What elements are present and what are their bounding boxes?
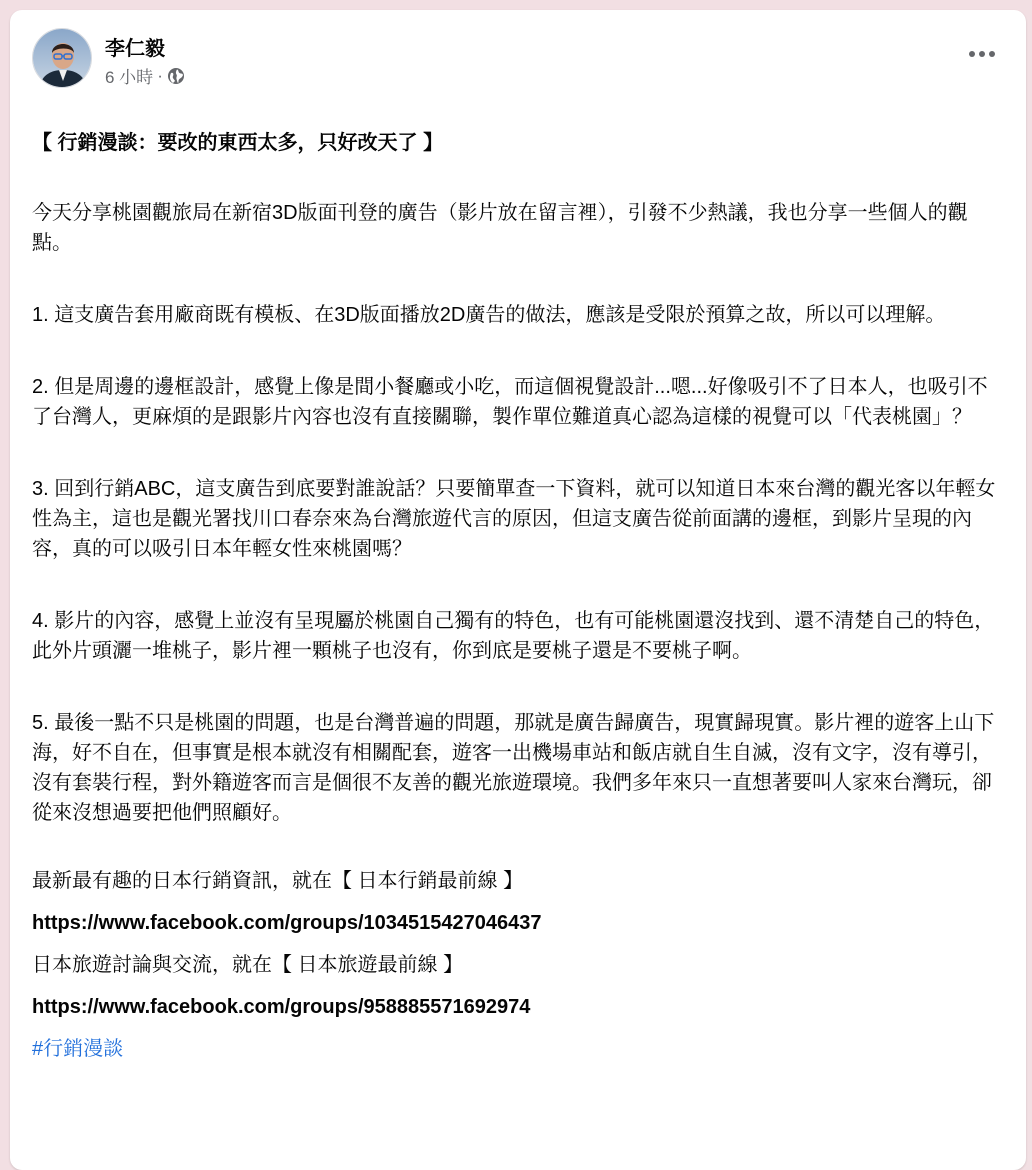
post-card — [10, 10, 1026, 1170]
post-time[interactable]: 6 小時 — [105, 68, 154, 87]
group-link-marketing[interactable]: https://www.facebook.com/groups/1034515427046437 — [32, 912, 542, 934]
more-options-icon[interactable] — [964, 40, 1000, 68]
globe-icon[interactable] — [167, 67, 185, 85]
author-name[interactable]: 李仁毅 — [105, 38, 165, 60]
post-paragraph-2: 2. 但是周邊的邊框設計，感覺上像是間小餐廳或小吃，而這個視覺設計...嗯...好像吸引不了日本人，也吸引不了台灣人，更麻煩的是跟影片內容也沒有直接關聯，製作單位難道真心認為這樣的視覺可以「代表桃園」？ — [32, 376, 988, 428]
post-content — [32, 128, 1002, 1064]
post-paragraph-1: 1. 這支廣告套用廠商既有模板、在3D版面播放2D廣告的做法，應該是受限於預算之故，所以可以理解。 — [32, 304, 946, 326]
post-paragraph-4: 4. 影片的內容，感覺上並沒有呈現屬於桃園自己獨有的特色，也有可能桃園還沒找到、還不清楚自己的特色，此外片頭灑一堆桃子，影片裡一顆桃子也沒有，你到底是要桃子還是不要桃子啊。 — [32, 610, 995, 662]
avatar[interactable] — [32, 28, 92, 88]
post-paragraph-3: 3. 回到行銷ABC，這支廣告到底要對誰說話？只要簡單查一下資料，就可以知道日本來台灣的觀光客以年輕女性為主，這也是觀光署找川口春奈來為台灣旅遊代言的原因，但這支廣告從前面講的邊框，到影片呈現的內容，真的可以吸引日本年輕女性來桃園嗎？ — [32, 478, 996, 560]
post-paragraph-intro: 今天分享桃園觀旅局在新宿3D版面刊登的廣告（影片放在留言裡），引發不少熱議，我也分享一些個人的觀點。 — [32, 202, 968, 254]
hashtag-link[interactable]: #行銷漫談 — [32, 1038, 124, 1060]
post-paragraph-5: 5. 最後一點不只是桃園的問題，也是台灣普遍的問題，那就是廣告歸廣告，現實歸現實。影片裡的遊客上山下海，好不自在，但事實是根本就沒有相關配套，遊客一出機場車站和飯店就自生自滅，沒有文字，沒有導引，沒有套裝行程，對外籍遊客而言是個很不友善的觀光旅遊環境。我們多年來只一直想著要叫人家來台灣玩，卻從來沒想過要把他們照顧好。 — [32, 712, 995, 824]
group-link-travel[interactable]: https://www.facebook.com/groups/958885571692974 — [32, 996, 531, 1018]
post-header — [32, 28, 1004, 88]
post-meta — [105, 63, 185, 88]
meta-separator: · — [157, 65, 163, 85]
promo-line-marketing: 最新最有趣的日本行銷資訊，就在【 日本行銷最前線 】 — [32, 870, 524, 892]
avatar-image — [33, 29, 92, 88]
post-title: 【 行銷漫談：要改的東西太多，只好改天了 】 — [32, 132, 444, 154]
promo-line-travel: 日本旅遊討論與交流，就在【 日本旅遊最前線 】 — [32, 954, 464, 976]
